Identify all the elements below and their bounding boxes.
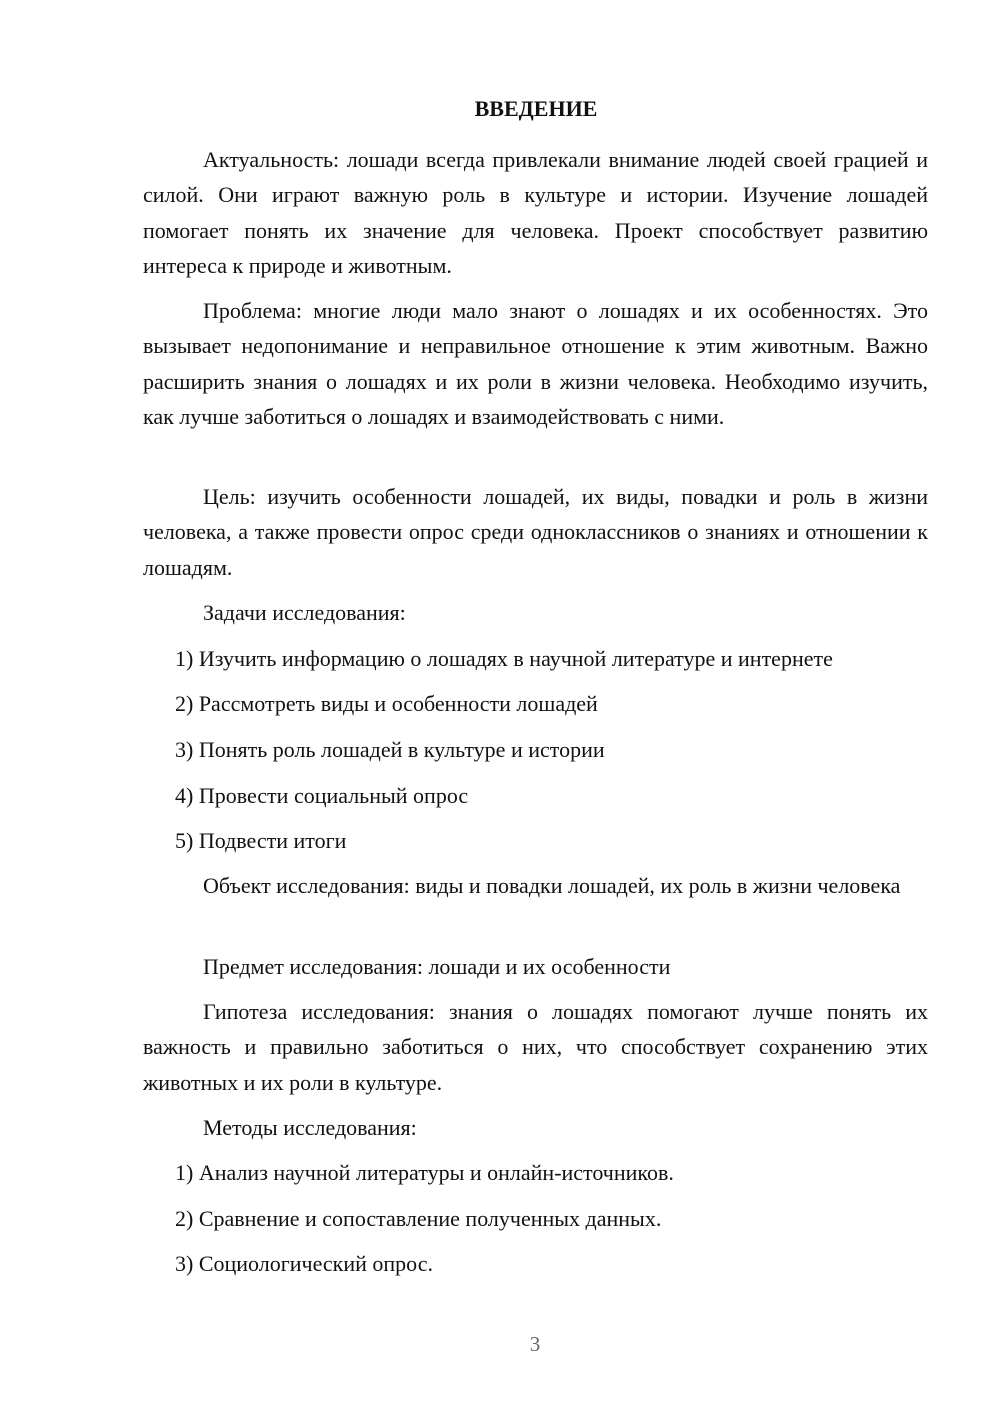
task-item: 2) Рассмотреть виды и особенности лошадей [175, 691, 598, 716]
section-heading: ВВЕДЕНИЕ [474, 96, 598, 121]
task-item: 5) Подвести итоги [175, 828, 347, 853]
task-item: 1) Изучить информацию о лошадях в научной литературе и интернете [175, 646, 833, 671]
object-paragraph: Объект исследования: виды и повадки лошадей, их роль в жизни человека [203, 873, 901, 898]
problem-paragraph: Проблема: многие люди мало знают о лошадях и их особенностях. Это вызывает недопонимание и неправильное отношение к этим животным. Важно расширить знания о лошадях и их роли в жизни человека. Необходимо изучить, как лучше заботиться о лошадях и взаимодействовать с ними. [143, 298, 928, 429]
task-item: 4) Провести социальный опрос [175, 783, 469, 808]
method-item: 1) Анализ научной литературы и онлайн-источников. [175, 1160, 674, 1185]
goal-paragraph: Цель: изучить особенности лошадей, их виды, повадки и роль в жизни человека, а также провести опрос среди одноклассников о знаниях и отношении к лошадям. [143, 484, 928, 580]
method-item: 2) Сравнение и сопоставление полученных данных. [175, 1206, 662, 1231]
tasks-heading: Задачи исследования: [203, 600, 406, 625]
task-item: 3) Понять роль лошадей в культуре и истории [175, 737, 605, 762]
method-item: 3) Социологический опрос. [175, 1251, 433, 1276]
relevance-paragraph: Актуальность: лошади всегда привлекали внимание людей своей грацией и силой. Они играют важную роль в культуре и истории. Изучение лошадей помогает понять их значение для человека. Проект способствует развитию интереса к природе и животным. [143, 147, 928, 278]
subject-paragraph: Предмет исследования: лошади и их особенности [203, 954, 671, 979]
hypothesis-paragraph: Гипотеза исследования: знания о лошадях помогают лучше понять их важность и правильно заботиться о них, что способствует сохранению этих животных и их роли в культуре. [143, 999, 928, 1095]
page-number: 3 [529, 1332, 541, 1356]
methods-heading: Методы исследования: [203, 1115, 417, 1140]
